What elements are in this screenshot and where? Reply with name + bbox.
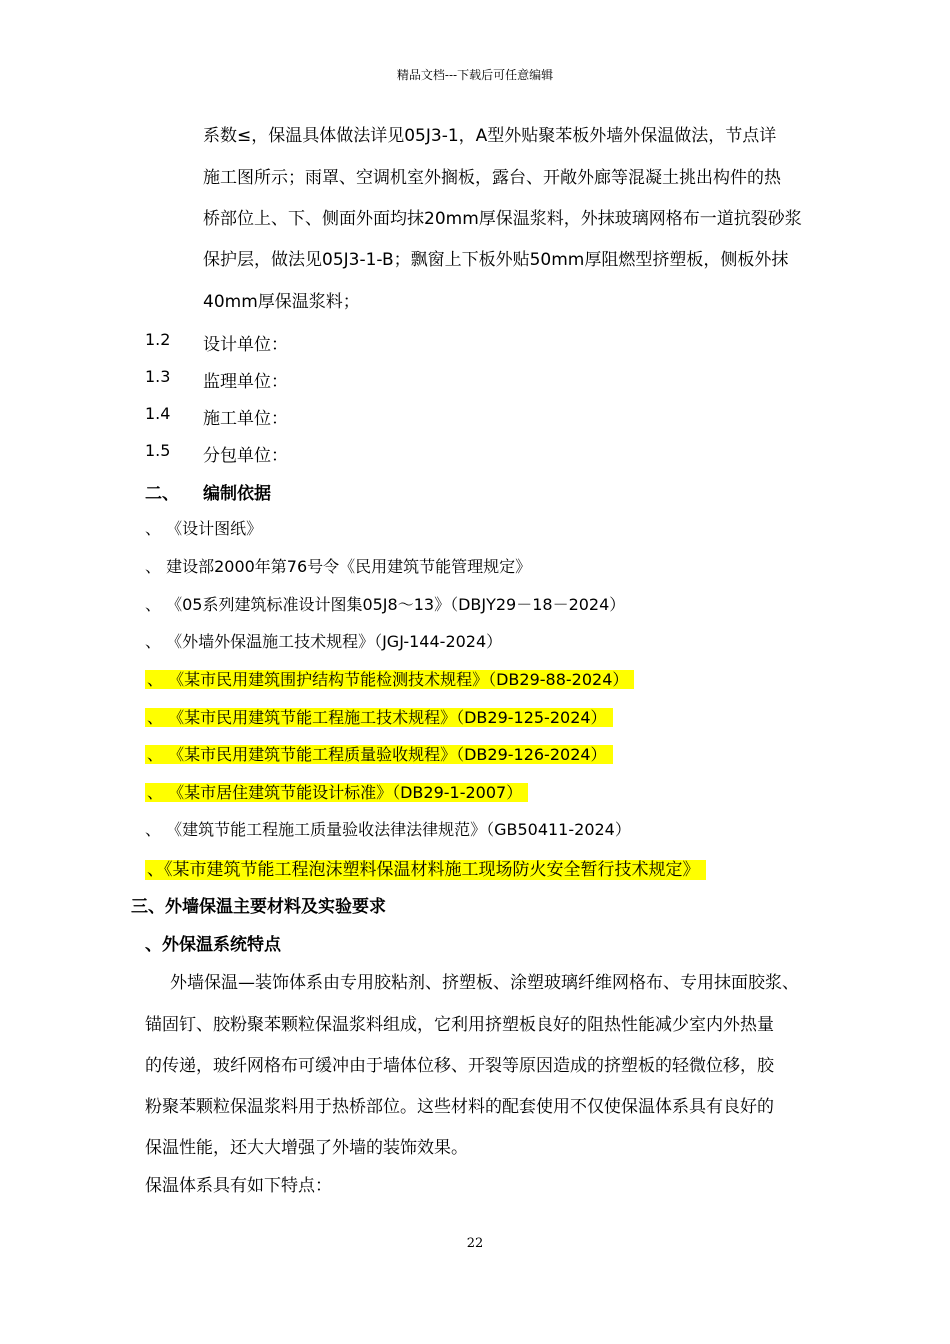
page-header: 精品文档---下载后可任意编辑 xyxy=(396,68,554,82)
intro-line: 40mm厚保温浆料； xyxy=(203,292,360,312)
section-title: 编制依据 xyxy=(203,484,271,504)
reference-item-highlighted: 、 《某市民用建筑节能工程施工技术规程》（DB29-125-2024） xyxy=(145,705,613,728)
section-heading xyxy=(0,479,950,504)
unit-number: 1.3 xyxy=(145,367,171,386)
intro-line: 保护层，做法见05J3-1-B；飘窗上下板外贴50mm厚阻燃型挤塑板，侧板外抹 xyxy=(203,250,789,270)
features-intro: 保温体系具有如下特点： xyxy=(145,1176,332,1196)
reference-item: 、 《05系列建筑标准设计图集05J8～13》（DBJY29－18－2024） xyxy=(145,595,626,614)
body-line: 保温性能，还大大增强了外墙的装饰效果。 xyxy=(145,1138,468,1158)
reference-item-highlighted: 、《某市建筑节能工程泡沫塑料保温材料施工现场防火安全暂行技术规定》 xyxy=(145,855,706,880)
reference-item-highlighted: 、 《某市居住建筑节能设计标准》（DB29-1-2007） xyxy=(145,780,528,803)
page-number: 22 xyxy=(466,1236,484,1251)
section-number: 二、 xyxy=(145,484,179,504)
body-line: 粉聚苯颗粒保温浆料用于热桥部位。这些材料的配套使用不仅使保温体系具有良好的 xyxy=(145,1097,774,1117)
unit-row xyxy=(0,441,950,466)
unit-number: 1.4 xyxy=(145,404,171,423)
reference-item-highlighted: 、 《某市民用建筑围护结构节能检测技术规程》（DB29-88-2024） xyxy=(145,667,634,690)
intro-line: 系数≤，保温具体做法详见05J3-1，A型外贴聚苯板外墙外保温做法，节点详 xyxy=(203,126,777,146)
unit-row xyxy=(0,330,950,355)
unit-number: 1.2 xyxy=(145,330,171,349)
unit-label: 分包单位： xyxy=(203,446,288,466)
unit-label: 设计单位： xyxy=(203,335,288,355)
body-line: 锚固钉、胶粉聚苯颗粒保温浆料组成，它利用挤塑板良好的阻热性能减少室内外热量 xyxy=(145,1015,774,1035)
reference-item: 、 《外墙外保温施工技术规程》（JGJ-144-2024） xyxy=(145,632,503,651)
intro-line: 施工图所示；雨罩、空调机室外搁板，露台、开敞外廊等混凝土挑出构件的热 xyxy=(203,168,781,188)
body-line: 外墙保温—装饰体系由专用胶粘剂、挤塑板、涂塑玻璃纤维网格布、专用抹面胶浆、 xyxy=(170,973,799,993)
reference-item: 、 《设计图纸》 xyxy=(145,519,263,538)
body-line: 的传递，玻纤网格布可缓冲由于墙体位移、开裂等原因造成的挤塑板的轻微位移，胶 xyxy=(145,1056,774,1076)
unit-label: 监理单位： xyxy=(203,372,288,392)
reference-item: 、 建设部2000年第76号令《民用建筑节能管理规定》 xyxy=(145,557,532,576)
reference-item-highlighted: 、 《某市民用建筑节能工程质量验收规程》（DB29-126-2024） xyxy=(145,742,613,765)
reference-item: 、 《建筑节能工程施工质量验收法律法律规范》（GB50411-2024） xyxy=(145,820,631,839)
section-heading: 三、外墙保温主要材料及实验要求 xyxy=(131,897,386,917)
unit-row xyxy=(0,404,950,429)
unit-row xyxy=(0,367,950,392)
unit-number: 1.5 xyxy=(145,441,171,460)
intro-line: 桥部位上、下、侧面外面均抹20mm厚保温浆料，外抹玻璃网格布一道抗裂砂浆 xyxy=(203,209,802,229)
subsection-heading: 、外保温系统特点 xyxy=(145,935,281,955)
unit-label: 施工单位： xyxy=(203,409,288,429)
